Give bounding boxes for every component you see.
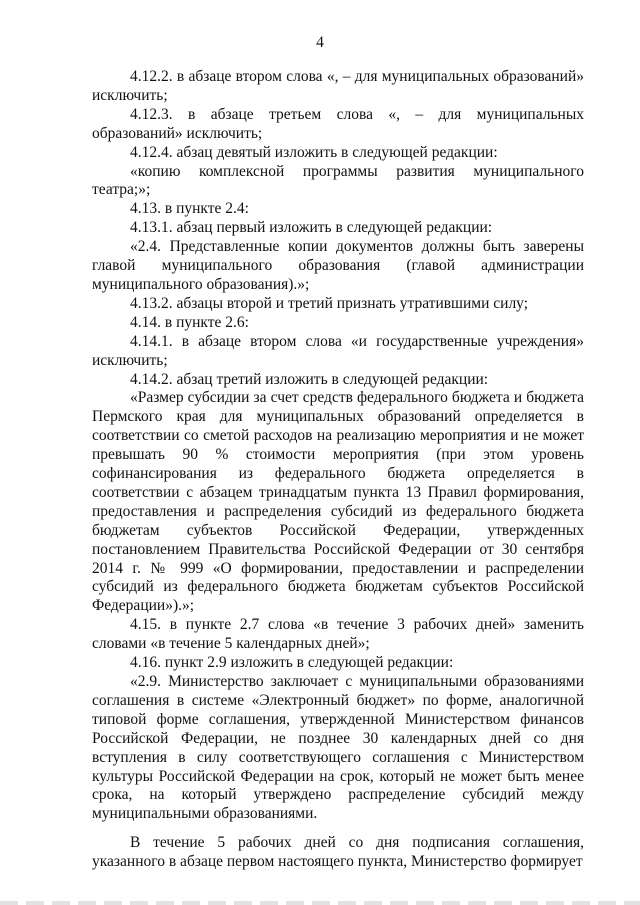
paragraph: «2.4. Представленные копии документов должны быть заверены главой муниципального образования (главой администрации муниципального образования).»;	[92, 238, 584, 293]
scan-edge	[0, 901, 640, 905]
paragraph: В течение 5 рабочих дней со дня подписания соглашения, указанного в абзаце первом настоящего пункта, Министерство формирует	[92, 834, 584, 871]
page-number: 4	[316, 34, 324, 51]
paragraph: «Размер субсидии за счет средств федерального бюджета и бюджета Пермского края для муниципальных образований определяется в соответствии со сметой расходов на реализацию мероприятия и не может превышать 90 % стоимости мероприятия (при этом уровень софинансирования из федерального бюджета определяется в соответствии с абзацем тринадцатым пункта 13 Правил формирования, предоставления и распределения субсидий из федерального бюджета бюджетам субъектов Российской Федерации, утвержденных постановлением Правительства Российской Федерации от 30 сентября 2014 г. № 999 «О формировании, предоставлении и распределении субсидий из федерального бюджета бюджетам субъектов Российской Федерации»).»;	[92, 389, 584, 615]
paragraph: 4.16. пункт 2.9 изложить в следующей редакции:	[130, 654, 454, 672]
paragraph: 4.15. в пункте 2.7 слова «в течение 3 рабочих дней» заменить словами «в течение 5 календарных дней»;	[92, 616, 584, 653]
paragraph: 4.12.4. абзац девятый изложить в следующей редакции:	[130, 143, 498, 161]
paragraph: 4.14.2. абзац третий изложить в следующей редакции:	[130, 370, 489, 388]
paragraph: 4.14. в пункте 2.6:	[130, 313, 249, 331]
paragraph: «копию комплексной программы развития муниципального театра;»;	[92, 162, 584, 199]
paragraph: 4.13.2. абзацы второй и третий признать утратившими силу;	[130, 294, 529, 312]
paragraph: 4.12.2. в абзаце втором слова «, – для муниципальных образований» исключить;	[92, 68, 584, 104]
paragraph: 4.13.1. абзац первый изложить в следующей редакции:	[130, 219, 493, 237]
paragraph: 4.12.3. в абзаце третьем слова «, – для муниципальных образований» исключить;	[92, 105, 584, 142]
document-body	[92, 68, 584, 872]
paragraph: 4.13. в пункте 2.4:	[130, 200, 249, 218]
paragraph: 4.14.1. в абзаце втором слова «и государственные учреждения» исключить;	[92, 332, 584, 369]
paragraph: «2.9. Министерство заключает с муниципальными образованиями соглашения в системе «Электронный бюджет» по форме, аналогичной типовой форме соглашения, утвержденной Министерством финансов Российской Федерации, не позднее 30 календарных дней со дня вступления в силу соответствующего соглашения с Министерством культуры Российской Федерации на срок, который не может быть менее срока, на который утверждено распределение субсидий между муниципальными образованиями.	[92, 673, 584, 823]
